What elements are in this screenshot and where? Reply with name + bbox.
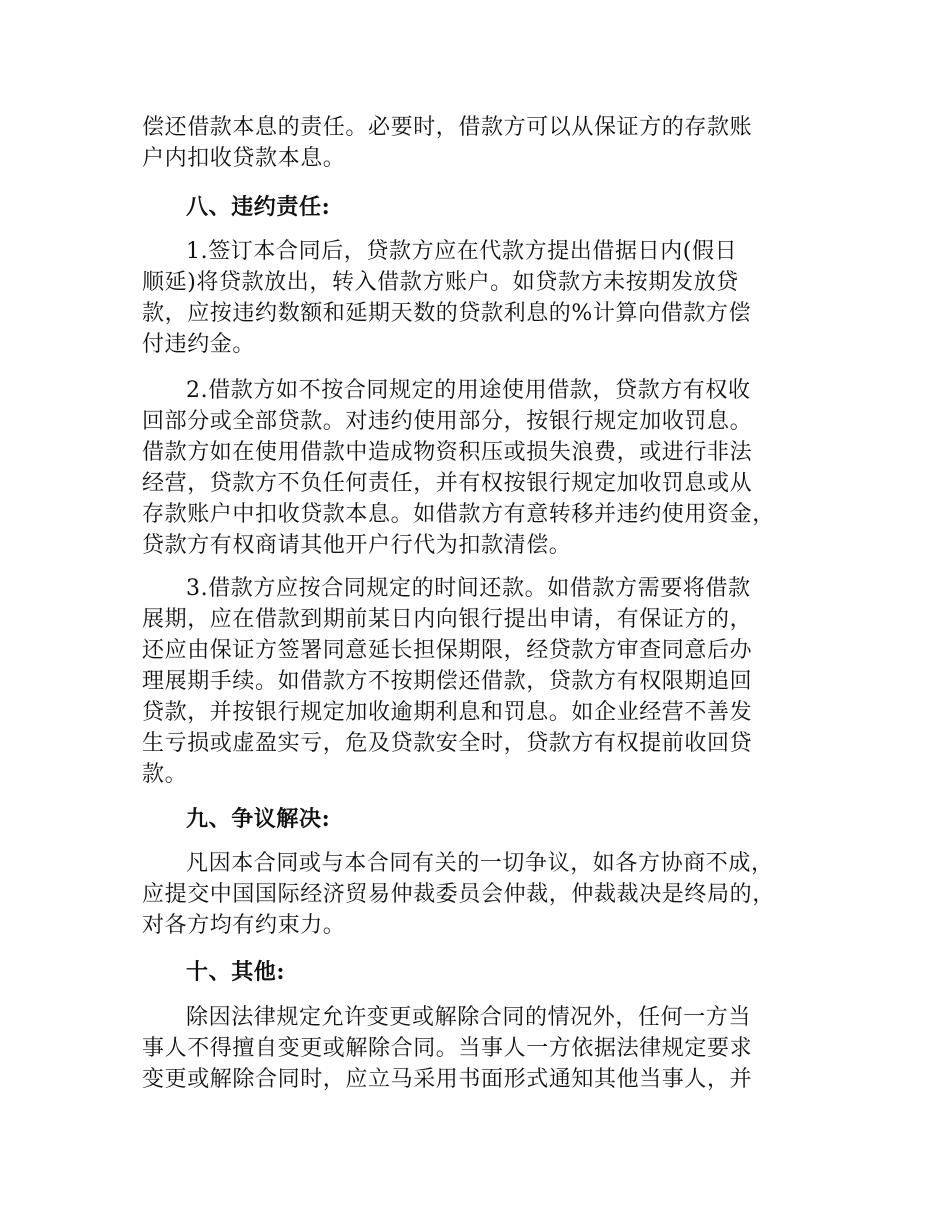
text-line: 款。 <box>142 762 188 787</box>
text-line: 回部分或全部贷款。对违约使用部分，按银行规定加收罚息。 <box>142 409 753 434</box>
text-line: 展期，应在借款到期前某日内向银行提出申请，有保证方的， <box>142 607 753 632</box>
text-line: 变更或解除合同时，应立马采用书面形式通知其他当事人，并 <box>142 1067 753 1092</box>
section-heading-breach-liability: 八、违约责任: <box>186 194 331 220</box>
paragraph-other <box>142 1002 832 1095</box>
text-line: 还应由保证方签署同意延长担保期限，经贷款方审查同意后办 <box>142 638 753 663</box>
text-line: 顺延)将贷款放出，转入借款方账户。如贷款方未按期发放贷 <box>142 270 739 295</box>
paragraph-breach-2 <box>142 375 832 561</box>
text-line: 付违约金。 <box>142 332 256 357</box>
text-line: 偿还借款本息的责任。必要时，借款方可以从保证方的存款账 <box>142 115 753 140</box>
section-heading-other: 十、其他: <box>186 959 286 985</box>
text-line: 经营，贷款方不负任何责任，并有权按银行规定加收罚息或从 <box>142 471 753 496</box>
section-heading-dispute-resolution: 九、争议解决: <box>186 806 331 832</box>
text-line: 生亏损或虚盈实亏，危及贷款安全时，贷款方有权提前收回贷 <box>142 731 753 756</box>
text-line: 对各方均有约束力。 <box>142 913 346 938</box>
text-line: 存款账户中扣收贷款本息。如借款方有意转移并违约使用资金， <box>142 502 775 527</box>
text-line: 应提交中国国际经济贸易仲裁委员会仲裁，仲裁裁决是终局的， <box>142 882 775 907</box>
text-line: 款，应按违约数额和延期天数的贷款利息的%计算向借款方偿 <box>142 301 752 326</box>
text-line: 3.借款方应按合同规定的时间还款。如借款方需要将借款 <box>186 576 751 601</box>
text-line: 1.签订本合同后，贷款方应在代款方提出借据日内(假日 <box>186 239 738 264</box>
paragraph-dispute <box>142 848 832 941</box>
text-line: 事人不得擅自变更或解除合同。当事人一方依据法律规定要求 <box>142 1036 753 1061</box>
paragraph-breach-3 <box>142 573 832 790</box>
text-line: 理展期手续。如借款方不按期偿还借款，贷款方有权限期追回 <box>142 669 753 694</box>
text-line: 凡因本合同或与本合同有关的一切争议，如各方协商不成， <box>186 851 774 876</box>
text-line: 除因法律规定允许变更或解除合同的情况外，任何一方当 <box>186 1005 752 1030</box>
paragraph-intro <box>142 112 832 174</box>
text-line: 借款方如在使用借款中造成物资积压或损失浪费，或进行非法 <box>142 440 753 465</box>
text-line: 贷款，并按银行规定加收逾期利息和罚息。如企业经营不善发 <box>142 700 753 725</box>
paragraph-breach-1 <box>142 236 832 360</box>
text-line: 户内扣收贷款本息。 <box>142 146 346 171</box>
text-line: 贷款方有权商请其他开户行代为扣款清偿。 <box>142 533 572 558</box>
text-line: 2.借款方如不按合同规定的用途使用借款，贷款方有权收 <box>186 378 751 403</box>
